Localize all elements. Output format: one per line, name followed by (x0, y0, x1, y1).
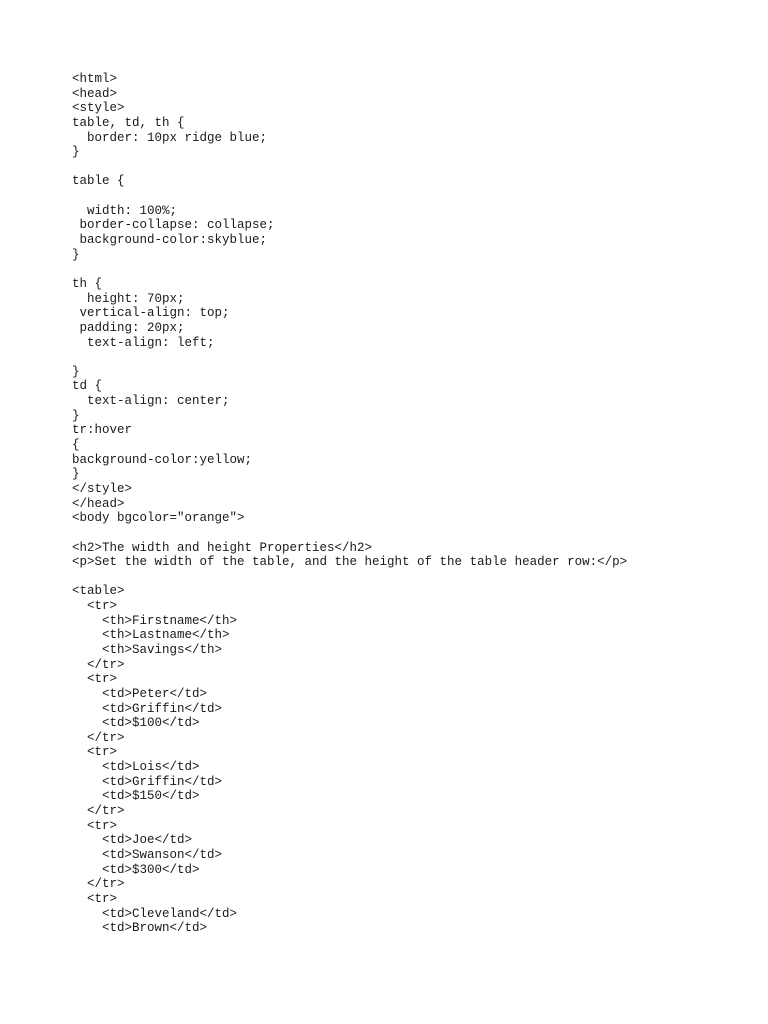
code-line: <tr> (72, 891, 118, 906)
code-line: text-align: left; (72, 335, 215, 350)
code-line: <td>Swanson</td> (72, 847, 223, 862)
code-line: <th>Savings</th> (72, 642, 223, 657)
code-line: background-color:yellow; (72, 452, 253, 467)
code-line: <td>Lois</td> (72, 760, 200, 775)
code-line: <td>Griffin</td> (72, 701, 223, 716)
code-line: td { (72, 379, 103, 394)
code-line: <h2>The width and height Properties</h2> (72, 540, 373, 555)
code-line: } (72, 408, 80, 423)
code-line: <th>Lastname</th> (72, 628, 230, 643)
code-line: <head> (72, 86, 118, 101)
code-line: <p>Set the width of the table, and the height of the table header row:</p> (72, 555, 628, 570)
code-line: tr:hover (72, 423, 133, 438)
code-line: <tr> (72, 818, 118, 833)
code-line (72, 350, 627, 365)
code-line: <td>$150</td> (72, 789, 200, 804)
code-line (72, 189, 627, 204)
code-line: { (72, 438, 80, 453)
code-line: table, td, th { (72, 115, 185, 130)
code-line: } (72, 364, 80, 379)
code-line: padding: 20px; (72, 320, 185, 335)
code-line: </style> (72, 481, 133, 496)
code-line: <tr> (72, 599, 118, 614)
code-line: } (72, 467, 80, 482)
code-line: </tr> (72, 877, 125, 892)
code-line: border-collapse: collapse; (72, 218, 275, 233)
code-line: <html> (72, 72, 118, 86)
code-line: </head> (72, 496, 125, 511)
code-line: text-align: center; (72, 394, 230, 409)
code-line: <table> (72, 584, 125, 599)
code-line: background-color:skyblue; (72, 233, 268, 248)
code-line: } (72, 247, 80, 262)
code-listing (72, 72, 627, 936)
code-line: <td>$300</td> (72, 862, 200, 877)
code-line: </tr> (72, 730, 125, 745)
code-line: table { (72, 174, 125, 189)
code-line: width: 100%; (72, 203, 178, 218)
code-line: height: 70px; (72, 291, 185, 306)
code-line: <style> (72, 101, 125, 116)
code-line: <td>Joe</td> (72, 833, 193, 848)
code-line: <td>$100</td> (72, 716, 200, 731)
code-line: <td>Cleveland</td> (72, 906, 238, 921)
code-line: <tr> (72, 672, 118, 687)
code-line: </tr> (72, 657, 125, 672)
code-line: <td>Brown</td> (72, 921, 208, 936)
code-line: <body bgcolor="orange"> (72, 511, 245, 526)
code-line (72, 160, 627, 175)
code-line: <td>Peter</td> (72, 686, 208, 701)
code-line: } (72, 145, 80, 160)
code-line: th { (72, 276, 103, 291)
code-line: border: 10px ridge blue; (72, 130, 268, 145)
code-line (72, 570, 627, 585)
code-line: <tr> (72, 745, 118, 760)
code-line: <th>Firstname</th> (72, 613, 238, 628)
code-line: </tr> (72, 804, 125, 819)
code-line (72, 262, 627, 277)
code-line: <td>Griffin</td> (72, 774, 223, 789)
code-line (72, 526, 627, 541)
code-line: vertical-align: top; (72, 306, 230, 321)
